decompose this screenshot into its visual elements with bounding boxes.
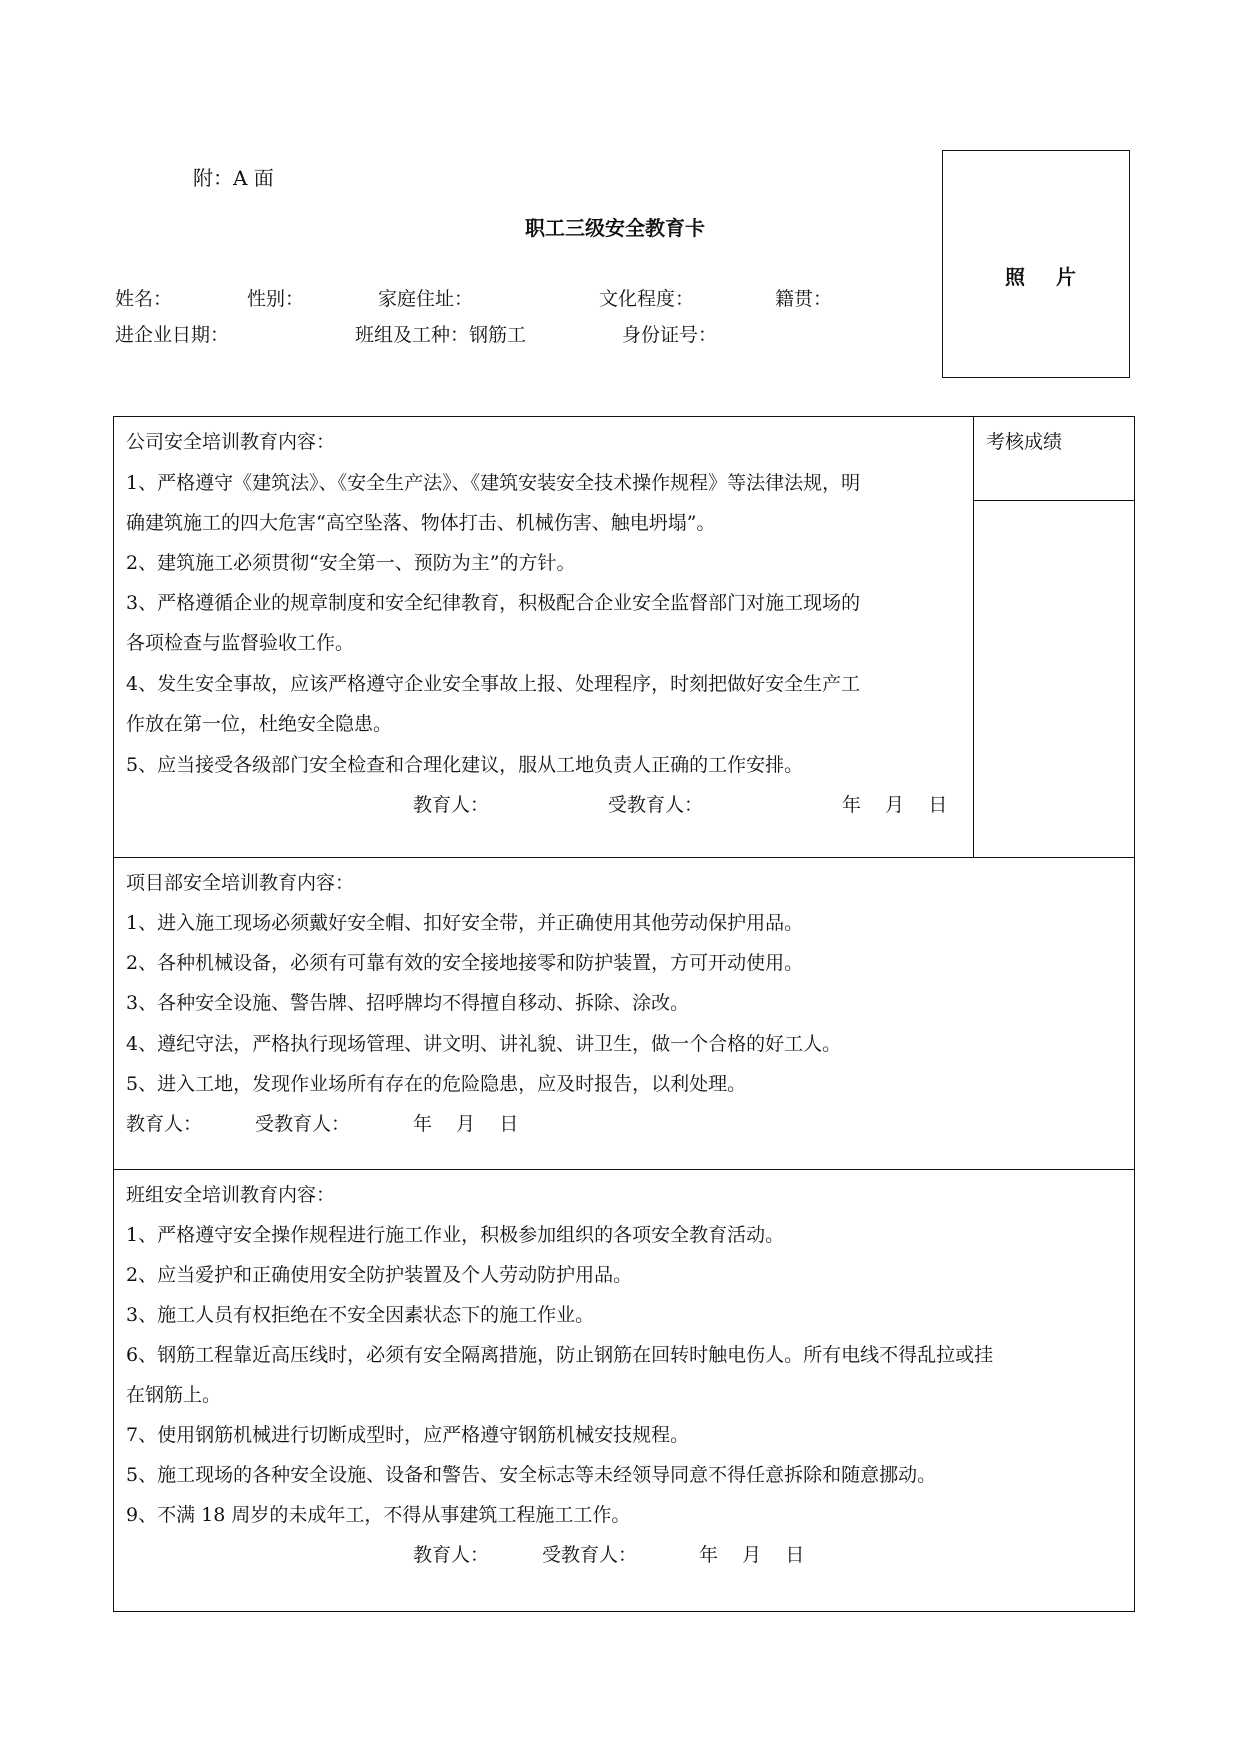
- team-educator: 教育人：: [413, 1544, 490, 1566]
- list-item: 3、施工人员有权拒绝在不安全因素状态下的施工作业。: [126, 1304, 595, 1326]
- assessment-label: 考核成绩: [986, 431, 1063, 453]
- company-trainee: 受教育人：: [608, 794, 704, 816]
- list-item: 7、使用钢筋机械进行切断成型时，应严格遵守钢筋机械安技规程。: [126, 1424, 690, 1446]
- list-item: 9、不满 18 周岁的未成年工，不得从事建筑工程施工工作。: [126, 1504, 631, 1526]
- list-item: 1、严格遵守《建筑法》、《安全生产法》、《建筑安装安全技术操作规程》等法律法规，明: [126, 472, 861, 494]
- list-item: 1、严格遵守安全操作规程进行施工作业，积极参加组织的各项安全教育活动。: [126, 1224, 785, 1246]
- team-date: 年 月 日: [699, 1544, 805, 1566]
- company-educator: 教育人：: [413, 794, 490, 816]
- list-item: 各项检查与监督验收工作。: [126, 632, 355, 654]
- section-divider-1: [114, 857, 1134, 858]
- education-table: [113, 416, 1135, 1612]
- project-heading: 项目部安全培训教育内容：: [126, 872, 355, 894]
- list-item: 6、钢筋工程靠近高压线时，必须有安全隔离措施，防止钢筋在回转时触电伤人。所有电线不得乱拉或挂: [126, 1344, 994, 1366]
- attachment-label: 附：A 面: [193, 166, 274, 190]
- list-item: 3、各种安全设施、警告牌、招呼牌均不得擅自移动、拆除、涂改。: [126, 992, 690, 1014]
- list-item: 5、进入工地，发现作业场所有存在的危险隐患，应及时报告，以利处理。: [126, 1073, 747, 1095]
- assessment-header-line: [973, 500, 1134, 501]
- list-item: 4、发生安全事故，应该严格遵守企业安全事故上报、处理程序，时刻把做好安全生产工: [126, 673, 861, 695]
- list-item: 1、进入施工现场必须戴好安全帽、扣好安全带，并正确使用其他劳动保护用品。: [126, 912, 804, 934]
- company-heading: 公司安全培训教育内容：: [126, 431, 336, 453]
- id-number-field: 身份证号：: [622, 324, 718, 346]
- project-date: 年 月 日: [413, 1113, 519, 1135]
- list-item: 确建筑施工的四大危害“高空坠落、物体打击、机械伤害、触电坍塌”。: [126, 512, 716, 534]
- project-trainee: 受教育人：: [255, 1113, 351, 1135]
- team-trainee: 受教育人：: [542, 1544, 638, 1566]
- section-divider-2: [114, 1169, 1134, 1170]
- project-educator: 教育人：: [126, 1113, 203, 1135]
- list-item: 2、建筑施工必须贯彻“安全第一、预防为主”的方针。: [126, 552, 576, 574]
- list-item: 5、施工现场的各种安全设施、设备和警告、安全标志等未经领导同意不得任意拆除和随意挪动。: [126, 1464, 937, 1486]
- native-place-field: 籍贯：: [775, 288, 833, 310]
- name-field: 姓名：: [115, 288, 173, 310]
- page-title: 职工三级安全教育卡: [525, 216, 705, 240]
- team-trade-field: 班组及工种：钢筋工: [355, 324, 527, 346]
- entry-date-field: 进企业日期：: [115, 324, 230, 346]
- list-item: 作放在第一位，杜绝安全隐患。: [126, 713, 393, 735]
- gender-field: 性别：: [247, 288, 305, 310]
- company-date: 年 月 日: [842, 794, 948, 816]
- list-item: 2、应当爱护和正确使用安全防护装置及个人劳动防护用品。: [126, 1264, 633, 1286]
- photo-label: 照 片: [1005, 265, 1088, 289]
- photo-box: [942, 150, 1130, 378]
- address-field: 家庭住址：: [378, 288, 474, 310]
- list-item: 在钢筋上。: [126, 1384, 222, 1406]
- list-item: 5、应当接受各级部门安全检查和合理化建议，服从工地负责人正确的工作安排。: [126, 754, 804, 776]
- team-heading: 班组安全培训教育内容：: [126, 1184, 336, 1206]
- education-field: 文化程度：: [599, 288, 695, 310]
- list-item: 3、严格遵循企业的规章制度和安全纪律教育，积极配合企业安全监督部门对施工现场的: [126, 592, 861, 614]
- list-item: 2、各种机械设备，必须有可靠有效的安全接地接零和防护装置，方可开动使用。: [126, 952, 804, 974]
- assessment-divider: [973, 417, 974, 857]
- list-item: 4、遵纪守法，严格执行现场管理、讲文明、讲礼貌、讲卫生，做一个合格的好工人。: [126, 1033, 842, 1055]
